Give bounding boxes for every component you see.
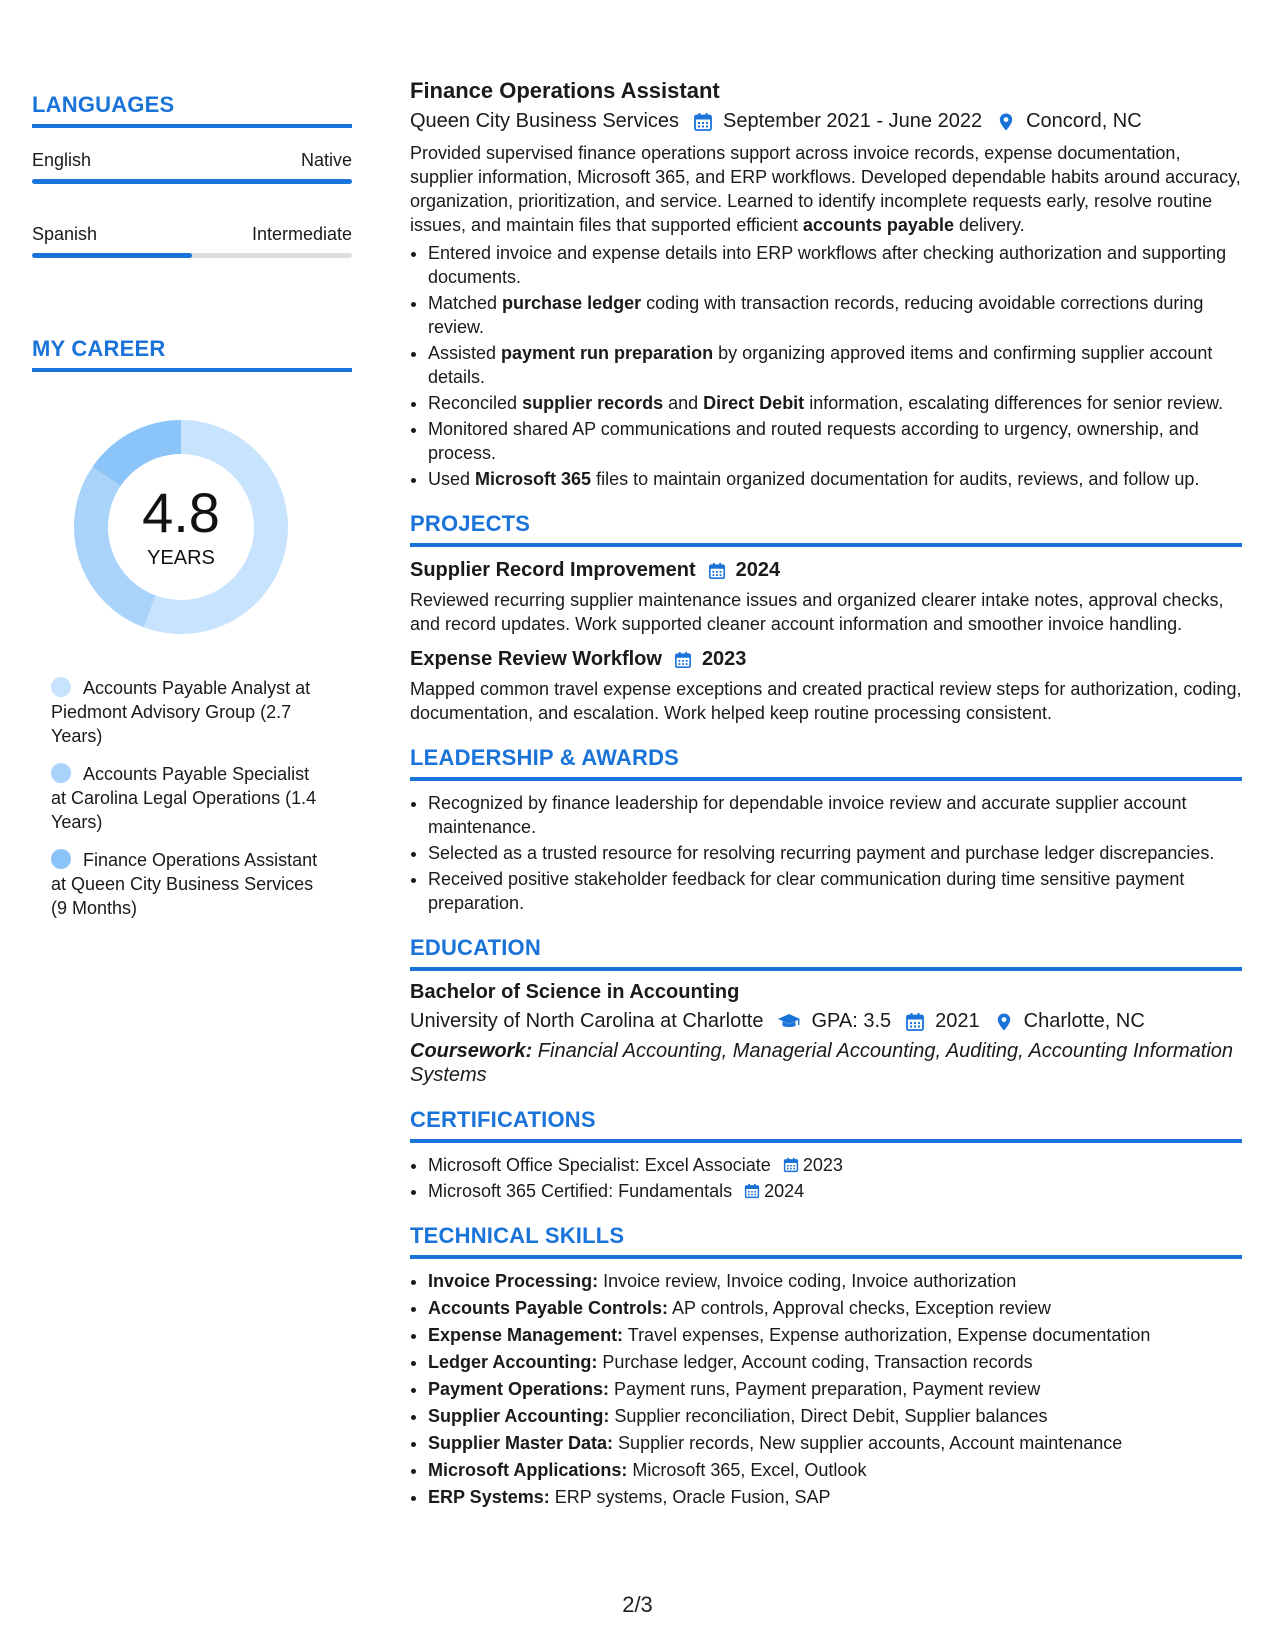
- job-title: Finance Operations Assistant: [410, 78, 720, 103]
- job-dates: September 2021 - June 2022: [723, 110, 983, 132]
- career-heading: MY CAREER: [32, 336, 166, 361]
- skill-item: • Supplier Accounting: Supplier reconciliation, Direct Debit, Supplier balances: [428, 1404, 1242, 1428]
- project-name: Expense Review Workflow: [410, 648, 662, 670]
- job-bullet: • Used Microsoft 365 files to maintain organized documentation for audits, reviews, and follow up.: [428, 467, 1242, 491]
- education-location: Charlotte, NC: [1023, 1010, 1145, 1032]
- job-meta: [410, 110, 1242, 133]
- certification-item: [428, 1153, 1242, 1177]
- calendar-icon: [783, 1157, 799, 1173]
- project-description: Reviewed recurring supplier maintenance issues and organized clearer intake notes, approval checks, and record updates. Work supported cleaner account information and smoother invoice handling.: [410, 590, 1224, 634]
- skill-item: • Expense Management: Travel expenses, Expense authorization, Expense documentation: [428, 1323, 1242, 1347]
- job-bullet: • Reconciled supplier records and Direct Debit information, escalating differences for senior review.: [428, 391, 1242, 415]
- skills-section: [410, 1223, 1242, 1509]
- legend-dot-icon: [51, 763, 71, 783]
- skill-item: • Supplier Master Data: Supplier records, New supplier accounts, Account maintenance: [428, 1431, 1242, 1455]
- certification-item: [428, 1179, 1242, 1203]
- skill-item: • ERP Systems: ERP systems, Oracle Fusion, SAP: [428, 1485, 1242, 1509]
- language-item: [32, 150, 352, 184]
- leadership-list: [410, 791, 1242, 915]
- language-level-fill: [32, 253, 192, 258]
- location-pin-icon: [994, 1012, 1014, 1032]
- career-donut-center: [66, 412, 296, 642]
- calendar-icon: [744, 1183, 760, 1199]
- career-section: [32, 336, 352, 920]
- language-level-bar: [32, 179, 352, 184]
- career-legend: [32, 676, 322, 920]
- skills-rule: [410, 1255, 1242, 1259]
- education-coursework: [410, 1039, 1242, 1087]
- certifications-list: [410, 1153, 1242, 1203]
- career-rule: [32, 368, 352, 372]
- career-legend-item: [51, 848, 322, 920]
- leadership-section: [410, 745, 1242, 915]
- job-bullet: • Assisted payment run preparation by organizing approved items and confirming supplier account details.: [428, 341, 1242, 389]
- certification-name: Microsoft Office Specialist: Excel Associate: [428, 1155, 771, 1175]
- language-level-fill: [32, 179, 352, 184]
- skills-list: [410, 1269, 1242, 1509]
- page-number: 2/3: [622, 1592, 653, 1617]
- projects-heading: PROJECTS: [410, 511, 531, 536]
- language-level: Intermediate: [251, 224, 352, 244]
- job-summary: [410, 141, 1242, 237]
- calendar-icon: [674, 651, 692, 669]
- career-legend-item: [51, 676, 322, 748]
- coursework-label: Coursework:: [410, 1040, 533, 1062]
- education-gpa: GPA: 3.5: [811, 1010, 892, 1032]
- career-legend-item: [51, 762, 322, 834]
- job-location: Concord, NC: [1026, 110, 1142, 132]
- certifications-section: [410, 1107, 1242, 1203]
- project-name: Supplier Record Improvement: [410, 559, 696, 581]
- skill-item: • Payment Operations: Payment runs, Payment preparation, Payment review: [428, 1377, 1242, 1401]
- projects-rule: [410, 543, 1242, 547]
- project-description: Mapped common travel expense exceptions and created practical review steps for authorization, coding, documentation, and escalation. Work helped keep routine processing consistent.: [410, 679, 1242, 723]
- job-bullets: [410, 241, 1242, 491]
- coursework-list: Financial Accounting, Managerial Accounting, Auditing, Accounting Information Systems: [410, 1040, 1234, 1086]
- job-summary-keyword: accounts payable: [802, 215, 954, 235]
- leadership-item: • Received positive stakeholder feedback for clear communication during time sensitive payment preparation.: [428, 867, 1242, 915]
- certification-name: Microsoft 365 Certified: Fundamentals: [428, 1181, 733, 1201]
- skill-item: • Invoice Processing: Invoice review, Invoice coding, Invoice authorization: [428, 1269, 1242, 1293]
- job-bullet: • Matched purchase ledger coding with transaction records, reducing avoidable corrections during review.: [428, 291, 1242, 339]
- project-year: 2023: [701, 648, 747, 670]
- legend-dot-icon: [51, 849, 71, 869]
- language-name: Spanish: [32, 224, 98, 244]
- language-name: English: [32, 150, 92, 170]
- languages-section: [32, 92, 352, 258]
- location-pin-icon: [996, 112, 1016, 132]
- languages-heading: LANGUAGES: [32, 92, 175, 117]
- skill-item: • Ledger Accounting: Purchase ledger, Account coding, Transaction records: [428, 1350, 1242, 1374]
- skills-heading: TECHNICAL SKILLS: [410, 1223, 625, 1248]
- career-legend-label: Accounts Payable Specialist at Carolina Legal Operations (1.4 Years): [51, 764, 317, 832]
- languages-rule: [32, 124, 352, 128]
- education-degree: Bachelor of Science in Accounting: [410, 981, 740, 1003]
- right-column: [410, 78, 1242, 1512]
- skill-item: • Microsoft Applications: Microsoft 365, Excel, Outlook: [428, 1458, 1242, 1482]
- project-item: [410, 559, 1242, 636]
- leadership-item: • Selected as a trusted resource for resolving recurring payment and purchase ledger discrepancies.: [428, 841, 1242, 865]
- calendar-icon: [708, 562, 726, 580]
- career-donut-chart: [66, 412, 296, 642]
- leadership-heading: LEADERSHIP & AWARDS: [410, 745, 680, 770]
- certifications-heading: CERTIFICATIONS: [410, 1107, 596, 1132]
- career-legend-label: Accounts Payable Analyst at Piedmont Advisory Group (2.7 Years): [51, 678, 311, 746]
- job-company: Queen City Business Services: [410, 110, 680, 132]
- leadership-item: • Recognized by finance leadership for dependable invoice review and accurate supplier account maintenance.: [428, 791, 1242, 839]
- certification-year: 2024: [764, 1181, 805, 1201]
- education-rule: [410, 967, 1242, 971]
- calendar-icon: [693, 112, 713, 132]
- language-item: [32, 224, 352, 258]
- projects-section: [410, 511, 1242, 725]
- education-heading: EDUCATION: [410, 935, 541, 960]
- education-meta: [410, 1010, 1242, 1033]
- language-level-bar: [32, 253, 352, 258]
- leadership-rule: [410, 777, 1242, 781]
- certification-year: 2023: [802, 1155, 843, 1175]
- project-item: [410, 648, 1242, 725]
- career-legend-label: Finance Operations Assistant at Queen City Business Services (9 Months): [51, 850, 318, 918]
- legend-dot-icon: [51, 677, 71, 697]
- career-total-years: 4.8: [142, 480, 220, 544]
- certifications-rule: [410, 1139, 1242, 1143]
- experience-entry: [410, 78, 1242, 491]
- project-year: 2024: [735, 559, 781, 581]
- job-bullet: • Monitored shared AP communications and routed requests according to urgency, ownership, and process.: [428, 417, 1242, 465]
- education-year: 2021: [935, 1010, 980, 1032]
- education-school: University of North Carolina at Charlotte: [410, 1010, 764, 1032]
- left-column: [32, 92, 352, 934]
- skill-item: • Accounts Payable Controls: AP controls, Approval checks, Exception review: [428, 1296, 1242, 1320]
- job-bullet: • Entered invoice and expense details into ERP workflows after checking authorization and supporting documents.: [428, 241, 1242, 289]
- career-total-unit: YEARS: [147, 546, 215, 569]
- language-level: Native: [300, 150, 352, 170]
- job-summary-text: Provided supervised finance operations support across invoice records, expense documentation, supplier information, Microsoft 365, and ERP workflows. Developed dependable habits around accuracy, organization, prioritization, and service. Learned to identify incomplete requests early, resolve routine issues, and maintain files that supported efficient: [410, 143, 1241, 235]
- graduation-cap-icon: [777, 1012, 801, 1032]
- education-section: [410, 935, 1242, 1087]
- job-summary-text-end: delivery.: [953, 215, 1025, 235]
- calendar-icon: [905, 1012, 925, 1032]
